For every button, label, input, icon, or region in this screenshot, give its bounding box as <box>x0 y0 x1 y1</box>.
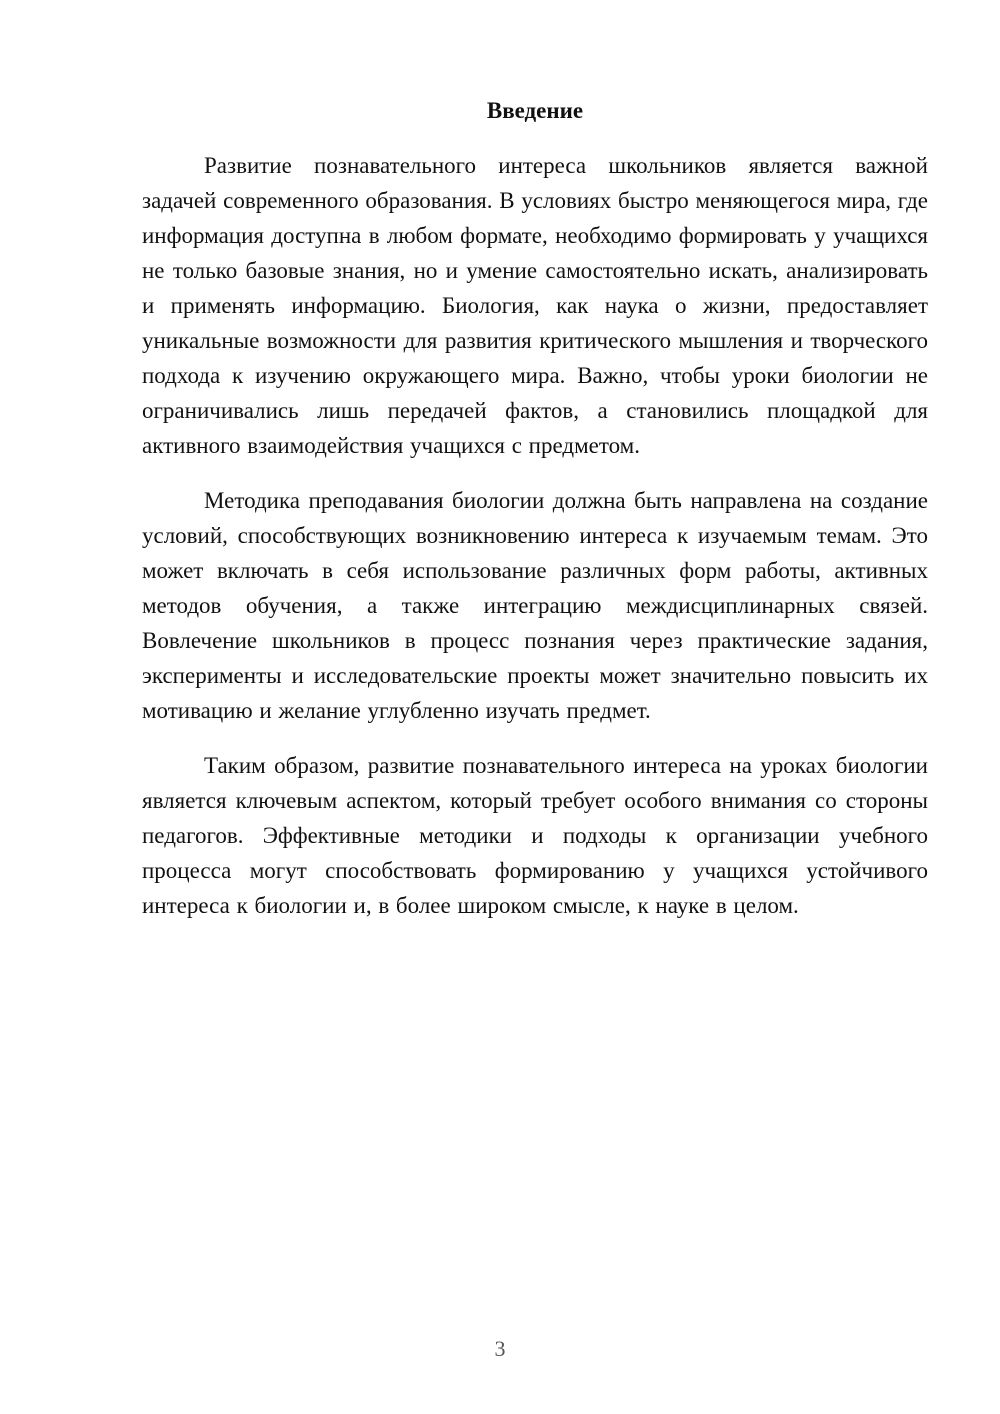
page-title: Введение <box>486 98 584 123</box>
paragraph-intro-2: Методика преподавания биологии должна быть направлена на создание условий, способствующих возникновению интереса к изучаемым темам. Это может включать в себя использование различных форм работы, активных методов обучения, а также интеграцию междисциплинарных связей. Вовлечение школьников в процесс познания через практические задания, эксперименты и исследовательские проекты может значительно повысить их мотивацию и желание углубленно изучать предмет. <box>142 488 928 723</box>
paragraph-intro-1: Развитие познавательного интереса школьников является важной задачей современного образования. В условиях быстро меняющегося мира, где информация доступна в любом формате, необходимо формировать у учащихся не только базовые знания, но и умение самостоятельно искать, анализировать и применять информацию. Биология, как наука о жизни, предоставляет уникальные возможности для развития критического мышления и творческого подхода к изучению окружающего мира. Важно, чтобы уроки биологии не ограничивались лишь передачей фактов, а становились площадкой для активного взаимодействия учащихся с предметом. <box>142 153 928 458</box>
paragraph-intro-3: Таким образом, развитие познавательного интереса на уроках биологии является ключевым аспектом, который требует особого внимания со стороны педагогов. Эффективные методики и подходы к организации учебного процесса могут способствовать формированию у учащихся устойчивого интереса к биологии и, в более широком смысле, к науке в целом. <box>142 753 928 918</box>
document-body <box>142 96 928 943</box>
page-number: 3 <box>494 1336 506 1361</box>
